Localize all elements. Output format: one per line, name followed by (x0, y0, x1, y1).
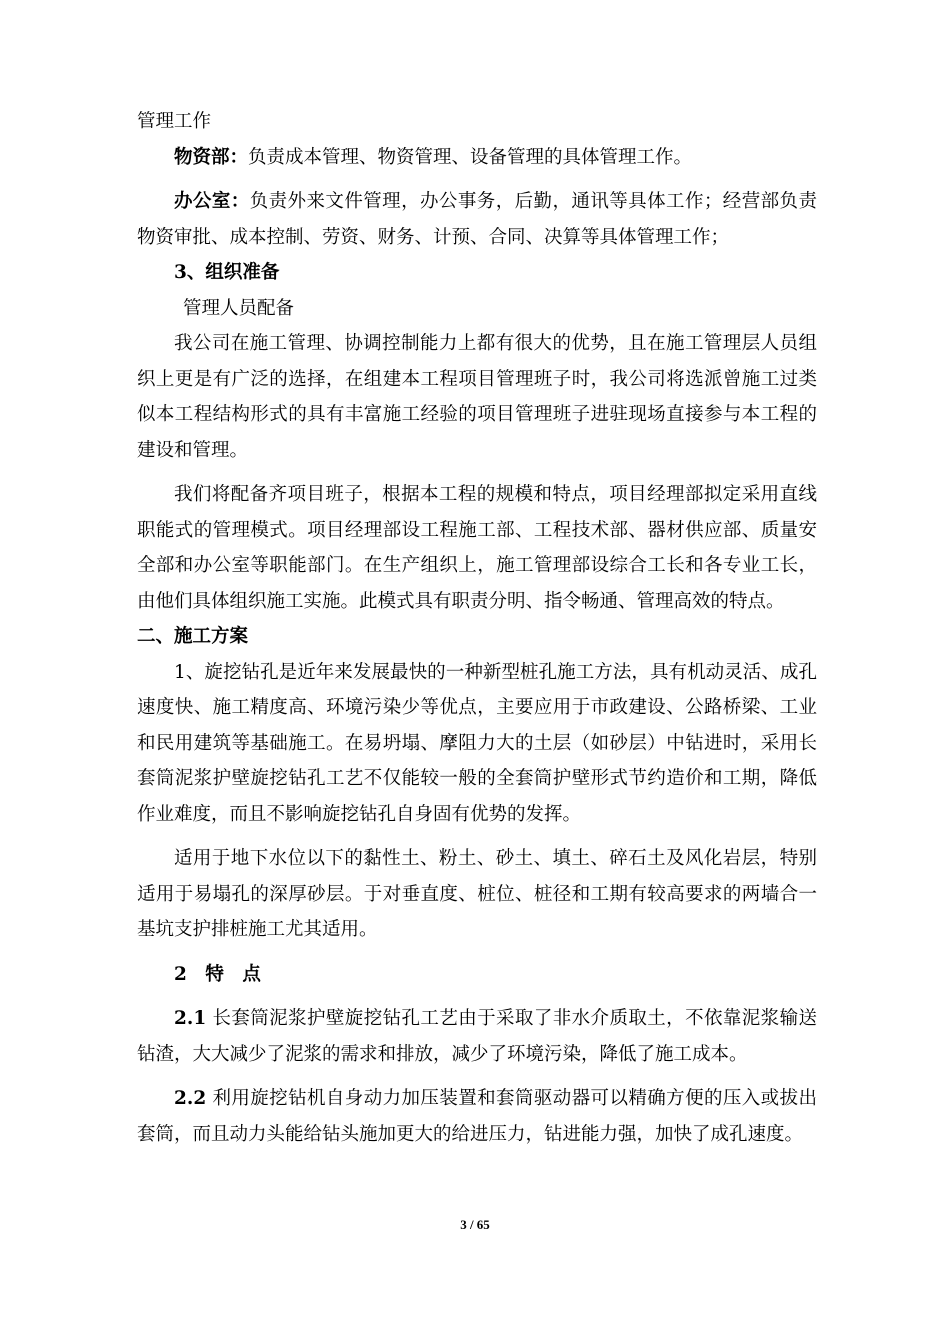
materials-dept-label: 物资部： (174, 146, 249, 168)
section-heading-organization: 3、组织准备 (174, 262, 280, 283)
paragraph-project-team: 我们将配备齐项目班子，根据本工程的规模和特点，项目经理部拟定采用直线职能式的管理模式。项目经理部设工程施工部、工程技术部、器材供应部、质量安全部和办公室等职能部门。在生产组织上，施工管理部设综合工长和各专业工长，由他们具体组织施工实施。此模式具有职责分明、指令畅通、管理高效的特点。 (137, 484, 817, 612)
feature-2-2-number: 2.2 (174, 1088, 207, 1109)
paragraph-feature-2-1: 2.1 长套筒泥浆护壁旋挖钻孔工艺由于采取了非水介质取土，不依靠泥浆输送钻渣，大大减少了泥浆的需求和排放，减少了环境污染，降低了施工成本。 (137, 1008, 817, 1065)
paragraph-applicability: 适用于地下水位以下的黏性土、粉土、砂土、填土、碎石土及风化岩层，特别适用于易塌孔的深厚砂层。于对垂直度、桩位、桩径和工期有较高要求的两墙合一基坑支护排桩施工尤其适用。 (137, 848, 817, 940)
paragraph-company-advantage: 我公司在施工管理、协调控制能力上都有很大的优势，且在施工管理层人员组织上更是有广泛的选择，在组建本工程项目管理班子时，我公司将选派曾施工过类似本工程结构形式的具有丰富施工经验的项目管理班子进驻现场直接参与本工程的建设和管理。 (137, 333, 817, 461)
feature-2-1-number: 2.1 (174, 1008, 207, 1029)
paragraph-continuation: 管理工作 (137, 111, 212, 132)
office-label: 办公室： (174, 191, 250, 212)
section-heading-features: 2 特 点 (174, 963, 261, 985)
document-body (137, 104, 817, 1152)
paragraph-materials-dept: 物资部：负责成本管理、物资管理、设备管理的具体管理工作。 (174, 146, 693, 168)
page-number: 3 / 65 (460, 1217, 490, 1232)
subheading-staffing: 管理人员配备 (183, 297, 295, 319)
paragraph-office: 办公室：负责外来文件管理，办公事务，后勤，通讯等具体工作；经营部负责物资审批、成本控制、劳资、财务、计预、合同、决算等具体管理工作； (137, 191, 817, 248)
paragraph-feature-2-2: 2.2 利用旋挖钻机自身动力加压装置和套筒驱动器可以精确方便的压入或拔出套筒，而且动力头能给钻头施加更大的给进压力，钻进能力强，加快了成孔速度。 (137, 1088, 817, 1145)
section-heading-construction-plan: 二、施工方案 (137, 626, 249, 647)
paragraph-rotary-drilling: 1、旋挖钻孔是近年来发展最快的一种新型桩孔施工方法，具有机动灵活、成孔速度快、施工精度高、环境污染少等优点，主要应用于市政建设、公路桥梁、工业和民用建筑等基础施工。在易坍塌、摩阻力大的土层（如砂层）中钻进时，采用长套筒泥浆护壁旋挖钻孔工艺不仅能较一般的全套筒护壁形式节约造价和工期，降低作业难度，而且不影响旋挖钻孔自身固有优势的发挥。 (137, 661, 817, 825)
